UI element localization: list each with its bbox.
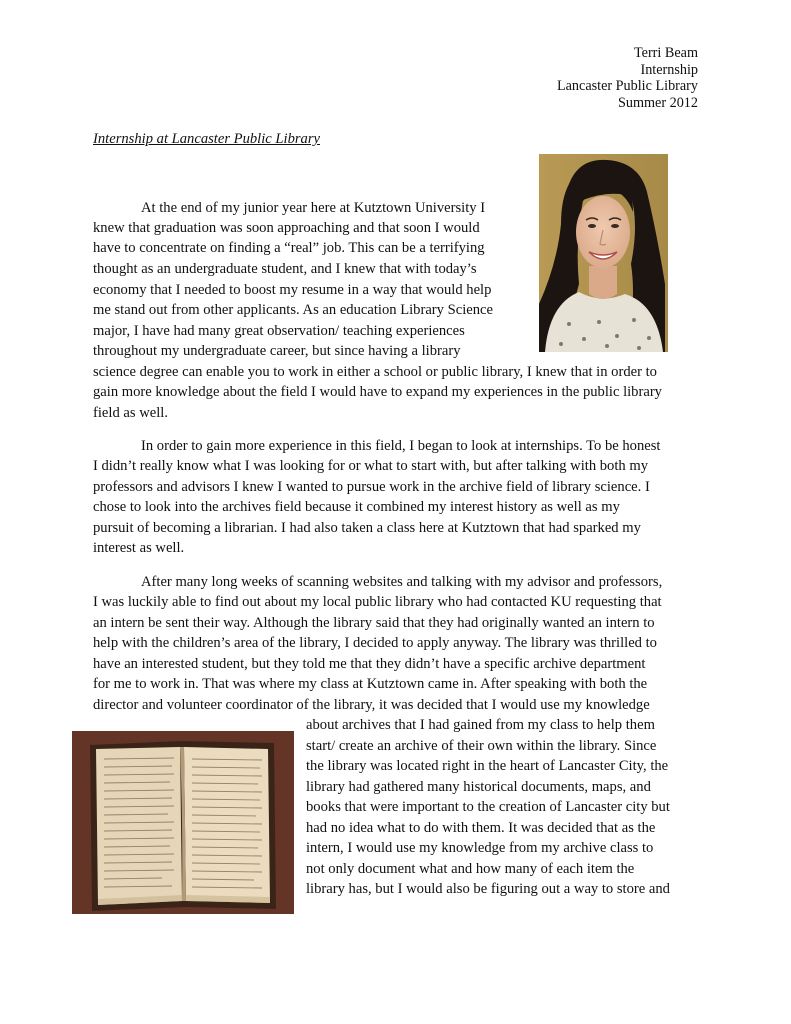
- archive-book-photo: [72, 731, 294, 914]
- paragraph-3-line-10: the library was located right in the heart of Lancaster City, the: [306, 758, 669, 774]
- paragraph-1-line-11: field as well.: [93, 405, 168, 421]
- author-term: Summer 2012: [618, 94, 698, 111]
- paragraph-3-line-5: have an interested student, but they told me that they didn’t have a specific archive department: [93, 656, 646, 672]
- paragraph-1-line-7: major, I have had many great observation/ teaching experiences: [93, 323, 465, 339]
- paragraph-3-line-9: start/ create an archive of their own within the library. Since: [306, 738, 657, 754]
- paragraph-1-line-6: me stand out from other applicants. As an education Library Science: [93, 302, 493, 318]
- paragraph-3-line-2: I was luckily able to find out about my local public library who had contacted KU requesting that: [93, 594, 662, 610]
- paragraph-3-line-14: intern, I would use my knowledge from my archive class to: [306, 840, 654, 856]
- author-header: [557, 45, 698, 111]
- paragraph-2-line-4: chose to look into the archives field because it combined my interest history as well as my: [93, 499, 620, 515]
- paragraph-3-line-15: not only document what and how many of each item the: [306, 861, 635, 877]
- paragraph-1-line-3: have to concentrate on finding a “real” job. This can be a terrifying: [93, 240, 485, 256]
- portrait-photo: [539, 154, 668, 352]
- paragraph-3-line-8: about archives that I had gained from my class to help them: [306, 717, 655, 733]
- paragraph-2-line-3: professors and advisors I knew I wanted to pursue work in the archive field of library science. I: [93, 479, 650, 495]
- paragraph-3-line-4: help with the children’s area of the library, I decided to apply anyway. The library was thrilled to: [93, 635, 657, 651]
- author-name: Terri Beam: [633, 45, 698, 61]
- paragraph-1-line-8: throughout my undergraduate career, but since having a library: [93, 343, 461, 359]
- paragraph-3-line-13: had no idea what to do with them. It was decided that as the: [306, 820, 656, 836]
- paragraph-3-line-16: library has, but I would also be figuring out a way to store and: [306, 881, 670, 897]
- paragraph-3-line-11: library had gathered many historical documents, maps, and: [306, 779, 651, 795]
- paragraph-1-line-1: At the end of my junior year here at Kutztown University I: [141, 200, 486, 216]
- paragraph-2-line-5: pursuit of becoming a librarian. I had also taken a class here at Kutztown that had sparked my: [93, 520, 641, 536]
- paragraph-2-line-6: interest as well.: [93, 540, 185, 556]
- paragraph-1-line-2: knew that graduation was soon approaching and that soon I would: [93, 220, 480, 236]
- paragraph-1-line-5: economy that I needed to boost my resume in a way that would help: [93, 282, 492, 298]
- paragraph-3-line-6: for me to work in. That was where my class at Kutztown came in. After speaking with both the: [93, 676, 648, 692]
- paragraph-2-line-1: In order to gain more experience in this field, I began to look at internships. To be honest: [141, 438, 661, 454]
- author-role: Internship: [640, 61, 698, 78]
- paragraph-3-line-1: After many long weeks of scanning websites and talking with my advisor and professors,: [141, 574, 663, 590]
- document-title: Internship at Lancaster Public Library: [93, 131, 321, 147]
- paragraph-1-line-9: science degree can enable you to work in either a school or public library, I knew that in order to: [93, 364, 657, 380]
- author-place: Lancaster Public Library: [556, 78, 698, 94]
- paragraph-3-line-7: director and volunteer coordinator of the library, it was decided that I would use my knowledge: [93, 697, 650, 713]
- paragraph-3-line-3: an intern be sent their way. Although the library said that they had originally wanted an intern to: [93, 615, 655, 631]
- paragraph-3-line-12: books that were important to the creation of Lancaster city but: [306, 799, 670, 815]
- paragraph-2-line-2: I didn’t really know what I was looking for or what to start with, but after talking with both my: [93, 458, 649, 474]
- paragraph-1-line-4: thought as an undergraduate student, and I knew that with today’s: [93, 261, 477, 277]
- paragraph-1-line-10: gain more knowledge about the field I would have to expand my experiences in the public library: [93, 384, 662, 400]
